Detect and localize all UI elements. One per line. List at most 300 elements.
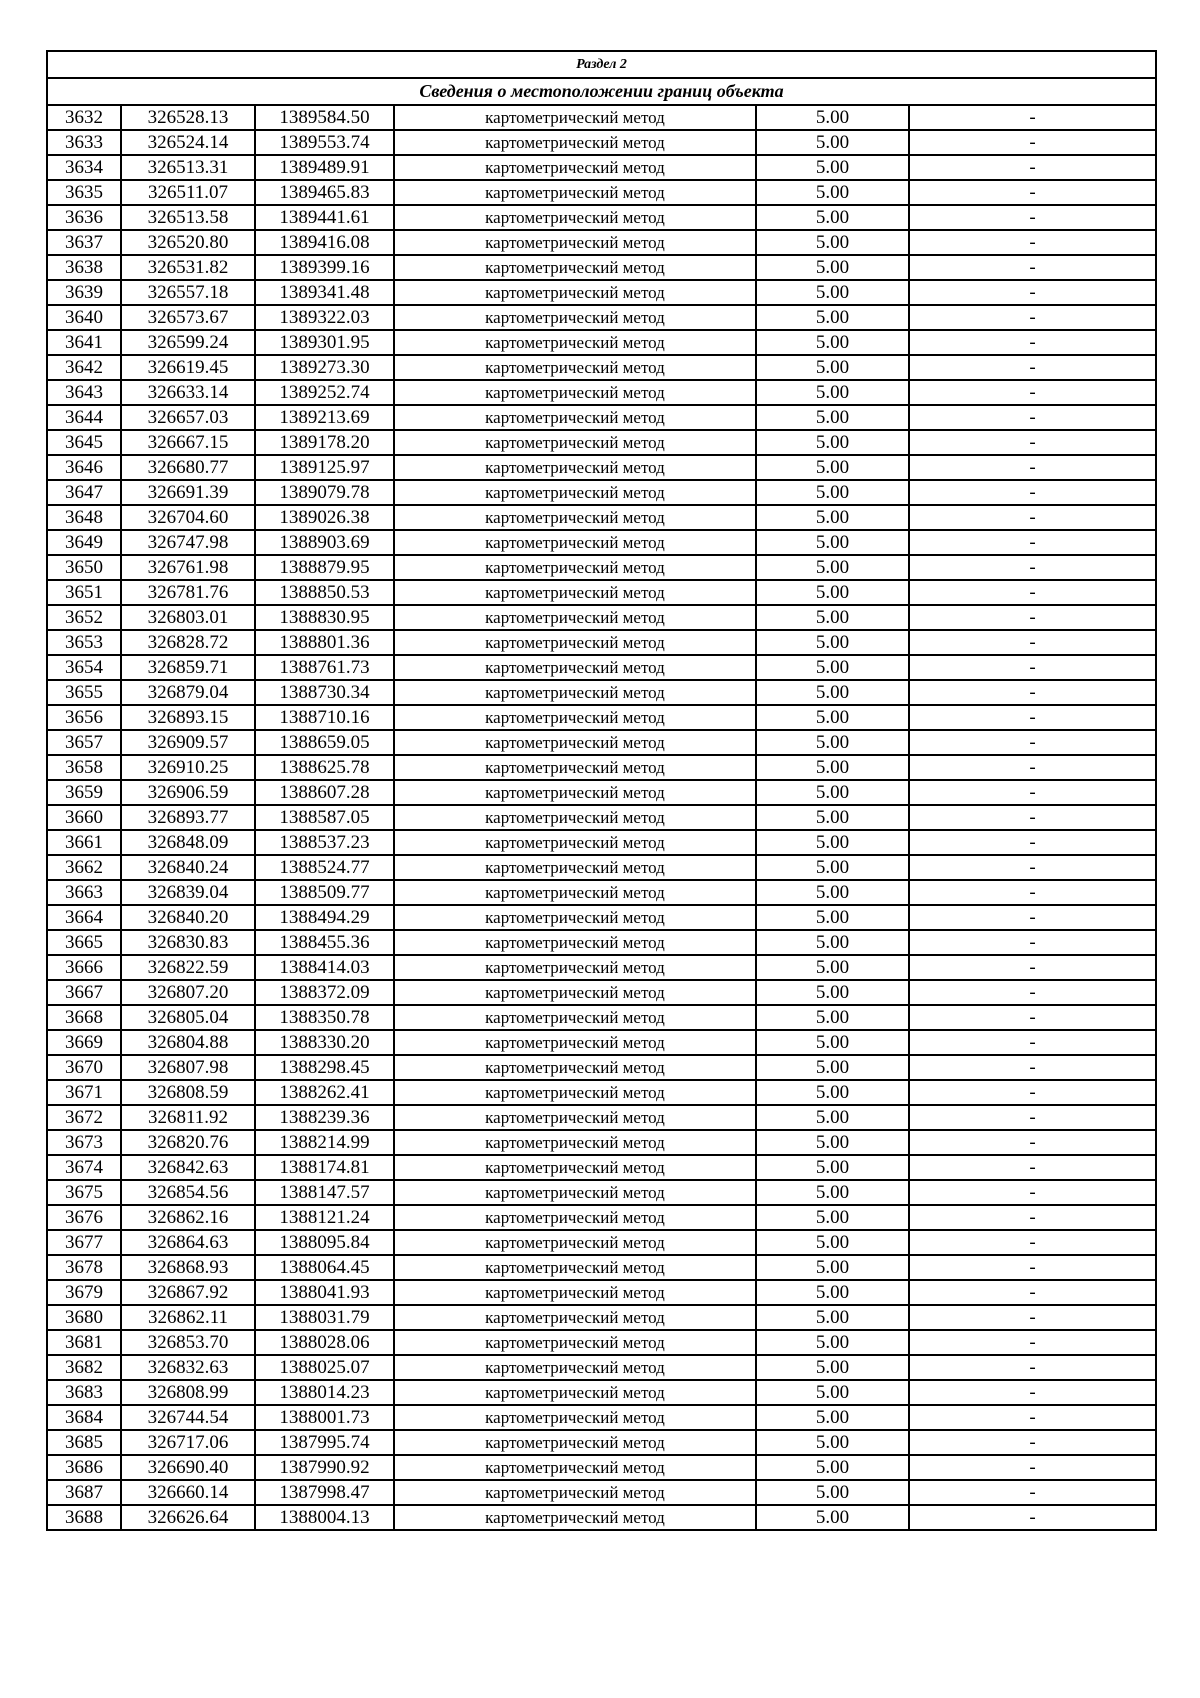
description-value-cell: - (909, 1505, 1156, 1530)
description-value-cell: - (909, 630, 1156, 655)
accuracy-value-cell: 5.00 (756, 455, 909, 480)
y-coordinate-cell: 1389273.30 (255, 355, 394, 380)
table-row (47, 780, 1156, 805)
x-coordinate-cell: 326747.98 (121, 530, 255, 555)
y-coordinate-cell: 1389584.50 (255, 105, 394, 130)
title-row (47, 78, 1156, 105)
accuracy-value-cell: 5.00 (756, 855, 909, 880)
accuracy-value-cell: 5.00 (756, 1105, 909, 1130)
point-number-cell: 3682 (47, 1355, 121, 1380)
accuracy-value-cell: 5.00 (756, 1355, 909, 1380)
y-coordinate-cell: 1389301.95 (255, 330, 394, 355)
accuracy-value-cell: 5.00 (756, 1030, 909, 1055)
accuracy-value-cell: 5.00 (756, 1155, 909, 1180)
y-coordinate-cell: 1388509.77 (255, 880, 394, 905)
accuracy-value-cell: 5.00 (756, 1080, 909, 1105)
table-title: Сведения о местоположении границ объекта (47, 78, 1156, 105)
point-number-cell: 3648 (47, 505, 121, 530)
accuracy-value-cell: 5.00 (756, 230, 909, 255)
point-number-cell: 3670 (47, 1055, 121, 1080)
y-coordinate-cell: 1388730.34 (255, 680, 394, 705)
table-row (47, 755, 1156, 780)
determination-method-cell: картометрический метод (394, 105, 756, 130)
accuracy-value-cell: 5.00 (756, 780, 909, 805)
x-coordinate-cell: 326690.40 (121, 1455, 255, 1480)
y-coordinate-cell: 1389178.20 (255, 430, 394, 455)
table-row (47, 1080, 1156, 1105)
determination-method-cell: картометрический метод (394, 1130, 756, 1155)
point-number-cell: 3676 (47, 1205, 121, 1230)
table-row (47, 730, 1156, 755)
y-coordinate-cell: 1388455.36 (255, 930, 394, 955)
table-row (47, 630, 1156, 655)
x-coordinate-cell: 326909.57 (121, 730, 255, 755)
accuracy-value-cell: 5.00 (756, 1380, 909, 1405)
determination-method-cell: картометрический метод (394, 1330, 756, 1355)
accuracy-value-cell: 5.00 (756, 1280, 909, 1305)
y-coordinate-cell: 1389079.78 (255, 480, 394, 505)
table-row (47, 180, 1156, 205)
description-value-cell: - (909, 655, 1156, 680)
point-number-cell: 3657 (47, 730, 121, 755)
determination-method-cell: картометрический метод (394, 930, 756, 955)
description-value-cell: - (909, 605, 1156, 630)
determination-method-cell: картометрический метод (394, 330, 756, 355)
description-value-cell: - (909, 330, 1156, 355)
point-number-cell: 3665 (47, 930, 121, 955)
y-coordinate-cell: 1389213.69 (255, 405, 394, 430)
determination-method-cell: картометрический метод (394, 380, 756, 405)
y-coordinate-cell: 1388414.03 (255, 955, 394, 980)
accuracy-value-cell: 5.00 (756, 1405, 909, 1430)
accuracy-value-cell: 5.00 (756, 680, 909, 705)
determination-method-cell: картометрический метод (394, 455, 756, 480)
determination-method-cell: картометрический метод (394, 1280, 756, 1305)
x-coordinate-cell: 326906.59 (121, 780, 255, 805)
description-value-cell: - (909, 1030, 1156, 1055)
table-row (47, 130, 1156, 155)
determination-method-cell: картометрический метод (394, 580, 756, 605)
y-coordinate-cell: 1388494.29 (255, 905, 394, 930)
determination-method-cell: картометрический метод (394, 1155, 756, 1180)
determination-method-cell: картометрический метод (394, 1030, 756, 1055)
point-number-cell: 3643 (47, 380, 121, 405)
point-number-cell: 3637 (47, 230, 121, 255)
y-coordinate-cell: 1389399.16 (255, 255, 394, 280)
table-row (47, 1455, 1156, 1480)
determination-method-cell: картометрический метод (394, 755, 756, 780)
x-coordinate-cell: 326803.01 (121, 605, 255, 630)
determination-method-cell: картометрический метод (394, 780, 756, 805)
x-coordinate-cell: 326524.14 (121, 130, 255, 155)
determination-method-cell: картометрический метод (394, 530, 756, 555)
y-coordinate-cell: 1389465.83 (255, 180, 394, 205)
determination-method-cell: картометрический метод (394, 280, 756, 305)
table-row (47, 555, 1156, 580)
x-coordinate-cell: 326808.59 (121, 1080, 255, 1105)
determination-method-cell: картометрический метод (394, 255, 756, 280)
y-coordinate-cell: 1388879.95 (255, 555, 394, 580)
accuracy-value-cell: 5.00 (756, 530, 909, 555)
table-row (47, 980, 1156, 1005)
point-number-cell: 3632 (47, 105, 121, 130)
x-coordinate-cell: 326832.63 (121, 1355, 255, 1380)
x-coordinate-cell: 326828.72 (121, 630, 255, 655)
description-value-cell: - (909, 1405, 1156, 1430)
y-coordinate-cell: 1388001.73 (255, 1405, 394, 1430)
accuracy-value-cell: 5.00 (756, 180, 909, 205)
determination-method-cell: картометрический метод (394, 630, 756, 655)
description-value-cell: - (909, 505, 1156, 530)
table-row (47, 155, 1156, 180)
x-coordinate-cell: 326511.07 (121, 180, 255, 205)
accuracy-value-cell: 5.00 (756, 1005, 909, 1030)
determination-method-cell: картометрический метод (394, 305, 756, 330)
x-coordinate-cell: 326807.20 (121, 980, 255, 1005)
description-value-cell: - (909, 730, 1156, 755)
point-number-cell: 3684 (47, 1405, 121, 1430)
determination-method-cell: картометрический метод (394, 705, 756, 730)
section-header-row (47, 51, 1156, 78)
determination-method-cell: картометрический метод (394, 355, 756, 380)
accuracy-value-cell: 5.00 (756, 380, 909, 405)
accuracy-value-cell: 5.00 (756, 555, 909, 580)
table-row (47, 305, 1156, 330)
description-value-cell: - (909, 1055, 1156, 1080)
accuracy-value-cell: 5.00 (756, 305, 909, 330)
point-number-cell: 3650 (47, 555, 121, 580)
accuracy-value-cell: 5.00 (756, 430, 909, 455)
y-coordinate-cell: 1388214.99 (255, 1130, 394, 1155)
description-value-cell: - (909, 305, 1156, 330)
point-number-cell: 3688 (47, 1505, 121, 1530)
point-number-cell: 3640 (47, 305, 121, 330)
description-value-cell: - (909, 1080, 1156, 1105)
description-value-cell: - (909, 1330, 1156, 1355)
description-value-cell: - (909, 905, 1156, 930)
table-row (47, 1380, 1156, 1405)
accuracy-value-cell: 5.00 (756, 480, 909, 505)
point-number-cell: 3680 (47, 1305, 121, 1330)
accuracy-value-cell: 5.00 (756, 755, 909, 780)
description-value-cell: - (909, 530, 1156, 555)
point-number-cell: 3638 (47, 255, 121, 280)
table-row (47, 1130, 1156, 1155)
x-coordinate-cell: 326805.04 (121, 1005, 255, 1030)
accuracy-value-cell: 5.00 (756, 655, 909, 680)
description-value-cell: - (909, 1205, 1156, 1230)
x-coordinate-cell: 326660.14 (121, 1480, 255, 1505)
accuracy-value-cell: 5.00 (756, 580, 909, 605)
point-number-cell: 3652 (47, 605, 121, 630)
x-coordinate-cell: 326879.04 (121, 680, 255, 705)
determination-method-cell: картометрический метод (394, 1230, 756, 1255)
determination-method-cell: картометрический метод (394, 1105, 756, 1130)
point-number-cell: 3653 (47, 630, 121, 655)
description-value-cell: - (909, 280, 1156, 305)
y-coordinate-cell: 1388121.24 (255, 1205, 394, 1230)
determination-method-cell: картометрический метод (394, 180, 756, 205)
determination-method-cell: картометрический метод (394, 830, 756, 855)
x-coordinate-cell: 326811.92 (121, 1105, 255, 1130)
determination-method-cell: картометрический метод (394, 605, 756, 630)
accuracy-value-cell: 5.00 (756, 880, 909, 905)
determination-method-cell: картометрический метод (394, 555, 756, 580)
point-number-cell: 3671 (47, 1080, 121, 1105)
description-value-cell: - (909, 480, 1156, 505)
x-coordinate-cell: 326842.63 (121, 1155, 255, 1180)
y-coordinate-cell: 1388537.23 (255, 830, 394, 855)
point-number-cell: 3651 (47, 580, 121, 605)
x-coordinate-cell: 326520.80 (121, 230, 255, 255)
description-value-cell: - (909, 380, 1156, 405)
determination-method-cell: картометрический метод (394, 855, 756, 880)
x-coordinate-cell: 326744.54 (121, 1405, 255, 1430)
description-value-cell: - (909, 1305, 1156, 1330)
point-number-cell: 3669 (47, 1030, 121, 1055)
x-coordinate-cell: 326893.15 (121, 705, 255, 730)
x-coordinate-cell: 326619.45 (121, 355, 255, 380)
description-value-cell: - (909, 805, 1156, 830)
determination-method-cell: картометрический метод (394, 430, 756, 455)
point-number-cell: 3641 (47, 330, 121, 355)
y-coordinate-cell: 1389441.61 (255, 205, 394, 230)
table-row (47, 530, 1156, 555)
accuracy-value-cell: 5.00 (756, 1455, 909, 1480)
accuracy-value-cell: 5.00 (756, 1130, 909, 1155)
accuracy-value-cell: 5.00 (756, 255, 909, 280)
description-value-cell: - (909, 1455, 1156, 1480)
y-coordinate-cell: 1387995.74 (255, 1430, 394, 1455)
y-coordinate-cell: 1388330.20 (255, 1030, 394, 1055)
x-coordinate-cell: 326862.11 (121, 1305, 255, 1330)
x-coordinate-cell: 326573.67 (121, 305, 255, 330)
point-number-cell: 3634 (47, 155, 121, 180)
description-value-cell: - (909, 1255, 1156, 1280)
y-coordinate-cell: 1388031.79 (255, 1305, 394, 1330)
accuracy-value-cell: 5.00 (756, 930, 909, 955)
y-coordinate-cell: 1388372.09 (255, 980, 394, 1005)
x-coordinate-cell: 326840.20 (121, 905, 255, 930)
x-coordinate-cell: 326862.16 (121, 1205, 255, 1230)
determination-method-cell: картометрический метод (394, 1430, 756, 1455)
x-coordinate-cell: 326830.83 (121, 930, 255, 955)
accuracy-value-cell: 5.00 (756, 280, 909, 305)
description-value-cell: - (909, 980, 1156, 1005)
accuracy-value-cell: 5.00 (756, 330, 909, 355)
y-coordinate-cell: 1389489.91 (255, 155, 394, 180)
y-coordinate-cell: 1389416.08 (255, 230, 394, 255)
description-value-cell: - (909, 230, 1156, 255)
determination-method-cell: картометрический метод (394, 730, 756, 755)
accuracy-value-cell: 5.00 (756, 355, 909, 380)
accuracy-value-cell: 5.00 (756, 1430, 909, 1455)
x-coordinate-cell: 326807.98 (121, 1055, 255, 1080)
description-value-cell: - (909, 180, 1156, 205)
table-row (47, 1330, 1156, 1355)
y-coordinate-cell: 1388607.28 (255, 780, 394, 805)
x-coordinate-cell: 326680.77 (121, 455, 255, 480)
table-row (47, 1355, 1156, 1380)
determination-method-cell: картометрический метод (394, 505, 756, 530)
y-coordinate-cell: 1389026.38 (255, 505, 394, 530)
description-value-cell: - (909, 355, 1156, 380)
y-coordinate-cell: 1388298.45 (255, 1055, 394, 1080)
table-row (47, 855, 1156, 880)
determination-method-cell: картометрический метод (394, 230, 756, 255)
accuracy-value-cell: 5.00 (756, 1230, 909, 1255)
y-coordinate-cell: 1389341.48 (255, 280, 394, 305)
point-number-cell: 3667 (47, 980, 121, 1005)
accuracy-value-cell: 5.00 (756, 905, 909, 930)
point-number-cell: 3662 (47, 855, 121, 880)
description-value-cell: - (909, 880, 1156, 905)
accuracy-value-cell: 5.00 (756, 630, 909, 655)
determination-method-cell: картометрический метод (394, 155, 756, 180)
y-coordinate-cell: 1388850.53 (255, 580, 394, 605)
point-number-cell: 3642 (47, 355, 121, 380)
determination-method-cell: картометрический метод (394, 955, 756, 980)
table-row (47, 805, 1156, 830)
x-coordinate-cell: 326599.24 (121, 330, 255, 355)
point-number-cell: 3661 (47, 830, 121, 855)
y-coordinate-cell: 1388761.73 (255, 655, 394, 680)
table-row (47, 230, 1156, 255)
determination-method-cell: картометрический метод (394, 1355, 756, 1380)
x-coordinate-cell: 326531.82 (121, 255, 255, 280)
accuracy-value-cell: 5.00 (756, 980, 909, 1005)
x-coordinate-cell: 326626.64 (121, 1505, 255, 1530)
table-row (47, 680, 1156, 705)
description-value-cell: - (909, 1180, 1156, 1205)
point-number-cell: 3636 (47, 205, 121, 230)
point-number-cell: 3678 (47, 1255, 121, 1280)
accuracy-value-cell: 5.00 (756, 955, 909, 980)
point-number-cell: 3633 (47, 130, 121, 155)
x-coordinate-cell: 326804.88 (121, 1030, 255, 1055)
description-value-cell: - (909, 1430, 1156, 1455)
accuracy-value-cell: 5.00 (756, 805, 909, 830)
point-number-cell: 3658 (47, 755, 121, 780)
x-coordinate-cell: 326864.63 (121, 1230, 255, 1255)
point-number-cell: 3656 (47, 705, 121, 730)
determination-method-cell: картометрический метод (394, 1255, 756, 1280)
accuracy-value-cell: 5.00 (756, 1480, 909, 1505)
description-value-cell: - (909, 430, 1156, 455)
table-row (47, 1105, 1156, 1130)
y-coordinate-cell: 1388014.23 (255, 1380, 394, 1405)
table-row (47, 455, 1156, 480)
table-row (47, 1305, 1156, 1330)
accuracy-value-cell: 5.00 (756, 1180, 909, 1205)
point-number-cell: 3679 (47, 1280, 121, 1305)
accuracy-value-cell: 5.00 (756, 130, 909, 155)
point-number-cell: 3683 (47, 1380, 121, 1405)
x-coordinate-cell: 326859.71 (121, 655, 255, 680)
y-coordinate-cell: 1388004.13 (255, 1505, 394, 1530)
x-coordinate-cell: 326761.98 (121, 555, 255, 580)
x-coordinate-cell: 326910.25 (121, 755, 255, 780)
accuracy-value-cell: 5.00 (756, 830, 909, 855)
accuracy-value-cell: 5.00 (756, 605, 909, 630)
determination-method-cell: картометрический метод (394, 1180, 756, 1205)
description-value-cell: - (909, 955, 1156, 980)
table-row (47, 330, 1156, 355)
point-number-cell: 3647 (47, 480, 121, 505)
description-value-cell: - (909, 680, 1156, 705)
y-coordinate-cell: 1389553.74 (255, 130, 394, 155)
y-coordinate-cell: 1388830.95 (255, 605, 394, 630)
determination-method-cell: картометрический метод (394, 1055, 756, 1080)
description-value-cell: - (909, 455, 1156, 480)
accuracy-value-cell: 5.00 (756, 1205, 909, 1230)
y-coordinate-cell: 1388587.05 (255, 805, 394, 830)
determination-method-cell: картометрический метод (394, 1005, 756, 1030)
x-coordinate-cell: 326717.06 (121, 1430, 255, 1455)
x-coordinate-cell: 326820.76 (121, 1130, 255, 1155)
determination-method-cell: картометрический метод (394, 680, 756, 705)
point-number-cell: 3685 (47, 1430, 121, 1455)
y-coordinate-cell: 1388524.77 (255, 855, 394, 880)
x-coordinate-cell: 326848.09 (121, 830, 255, 855)
point-number-cell: 3645 (47, 430, 121, 455)
table-row (47, 1480, 1156, 1505)
description-value-cell: - (909, 755, 1156, 780)
determination-method-cell: картометрический метод (394, 655, 756, 680)
y-coordinate-cell: 1389252.74 (255, 380, 394, 405)
description-value-cell: - (909, 205, 1156, 230)
table-row (47, 430, 1156, 455)
x-coordinate-cell: 326854.56 (121, 1180, 255, 1205)
determination-method-cell: картометрический метод (394, 1080, 756, 1105)
table-row (47, 405, 1156, 430)
determination-method-cell: картометрический метод (394, 205, 756, 230)
point-number-cell: 3644 (47, 405, 121, 430)
y-coordinate-cell: 1388350.78 (255, 1005, 394, 1030)
table-row (47, 480, 1156, 505)
point-number-cell: 3673 (47, 1130, 121, 1155)
determination-method-cell: картометрический метод (394, 1205, 756, 1230)
determination-method-cell: картометрический метод (394, 805, 756, 830)
description-value-cell: - (909, 130, 1156, 155)
y-coordinate-cell: 1388903.69 (255, 530, 394, 555)
x-coordinate-cell: 326557.18 (121, 280, 255, 305)
x-coordinate-cell: 326853.70 (121, 1330, 255, 1355)
determination-method-cell: картометрический метод (394, 1455, 756, 1480)
x-coordinate-cell: 326893.77 (121, 805, 255, 830)
determination-method-cell: картометрический метод (394, 1305, 756, 1330)
point-number-cell: 3672 (47, 1105, 121, 1130)
y-coordinate-cell: 1388064.45 (255, 1255, 394, 1280)
description-value-cell: - (909, 930, 1156, 955)
x-coordinate-cell: 326633.14 (121, 380, 255, 405)
x-coordinate-cell: 326839.04 (121, 880, 255, 905)
determination-method-cell: картометрический метод (394, 405, 756, 430)
description-value-cell: - (909, 405, 1156, 430)
accuracy-value-cell: 5.00 (756, 105, 909, 130)
table-row (47, 830, 1156, 855)
description-value-cell: - (909, 1105, 1156, 1130)
table-row (47, 1430, 1156, 1455)
table-row (47, 255, 1156, 280)
accuracy-value-cell: 5.00 (756, 205, 909, 230)
table-row (47, 1155, 1156, 1180)
y-coordinate-cell: 1388174.81 (255, 1155, 394, 1180)
point-number-cell: 3654 (47, 655, 121, 680)
table-row (47, 1280, 1156, 1305)
description-value-cell: - (909, 1355, 1156, 1380)
point-number-cell: 3686 (47, 1455, 121, 1480)
